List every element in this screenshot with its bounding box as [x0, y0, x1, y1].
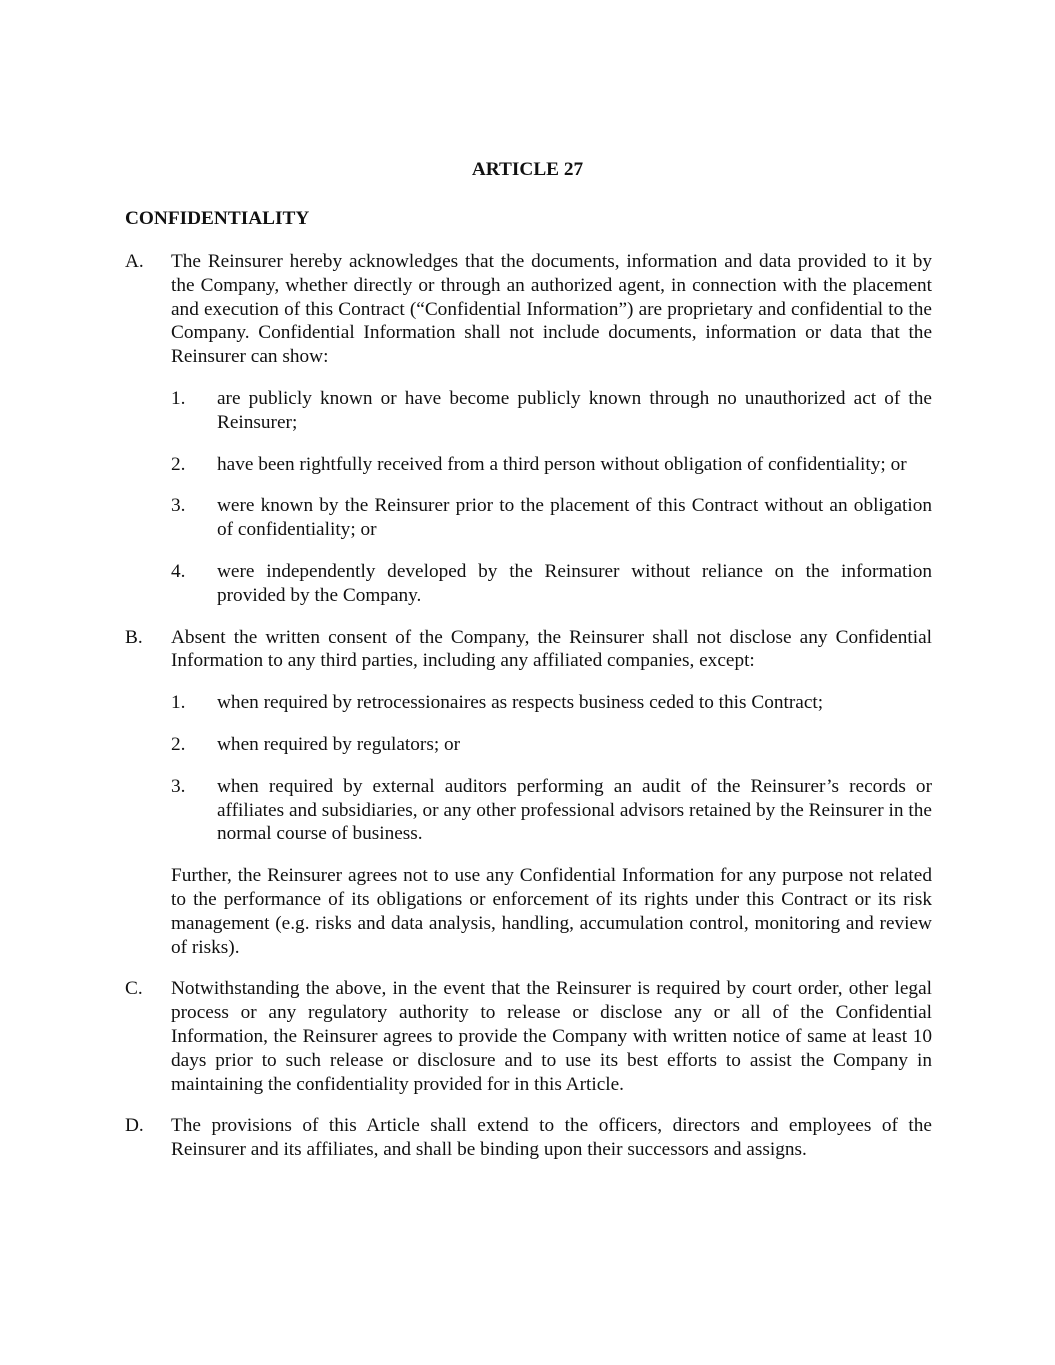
list-item-number: 2.	[171, 453, 186, 475]
clause-b-further-paragraph: Further, the Reinsurer agrees not to use any Confidential Information for any purpose not related to the performance of its obligations or enforcement of its rights under this Contract or its risk management (e.g. risks and data analysis, handling, accumulation control, monitoring and review of risks).	[171, 865, 932, 958]
section-title: CONFIDENTIALITY	[125, 208, 310, 229]
article-body	[125, 250, 932, 1180]
clause-b	[125, 626, 932, 960]
list-item	[171, 494, 932, 542]
list-item	[171, 387, 932, 435]
clause-body	[171, 250, 932, 608]
list-item	[171, 733, 932, 757]
clause-text: The provisions of this Article shall extend to the officers, directors and employees of the Reinsurer and its affiliates, and shall be binding upon their successors and assigns.	[171, 1115, 932, 1161]
clause-a	[125, 250, 932, 608]
clause-body	[171, 977, 932, 1096]
list-item-text: when required by external auditors performing an audit of the Reinsurer’s records or affiliates and subsidiaries, or any other professional advisors retained by the Reinsurer in the normal course of business.	[217, 775, 932, 845]
list-item-text: were independently developed by the Reinsurer without reliance on the information provided by the Company.	[217, 560, 932, 606]
list-item	[171, 691, 932, 715]
clause-text: Absent the written consent of the Company, the Reinsurer shall not disclose any Confidential Information to any third parties, including any affiliated companies, except:	[171, 626, 932, 672]
clause-text: Notwithstanding the above, in the event that the Reinsurer is required by court order, other legal process or any regulatory authority to release or disclose any or all of the Confidential Information, the Reinsurer agrees to provide the Company with written notice of same at least 10 days prior to such release or disclosure and to use its best efforts to assist the Company in maintaining the confidentiality provided for in this Article.	[171, 978, 932, 1095]
list-item-text: are publicly known or have become publicly known through no unauthorized act of the Reinsurer;	[217, 387, 932, 433]
list-item	[171, 453, 932, 477]
list-item-number: 1.	[171, 692, 186, 714]
clause-body	[171, 626, 932, 960]
clause-label: D.	[125, 1115, 144, 1137]
list-item-number: 3.	[171, 495, 186, 517]
list-item-number: 1.	[171, 387, 186, 409]
list-item-text: when required by regulators; or	[217, 733, 461, 755]
clause-b-list	[171, 691, 932, 846]
clause-c	[125, 977, 932, 1096]
list-item	[171, 560, 932, 608]
list-item-text: were known by the Reinsurer prior to the placement of this Contract without an obligation of confidentiality; or	[217, 495, 932, 541]
article-heading: ARTICLE 27	[471, 159, 584, 180]
clause-body	[171, 1114, 932, 1162]
clause-a-list	[171, 387, 932, 608]
list-item-text: when required by retrocessionaires as respects business ceded to this Contract;	[217, 692, 824, 714]
list-item-number: 2.	[171, 733, 186, 755]
list-item-text: have been rightfully received from a third person without obligation of confidentiality; or	[217, 453, 907, 475]
list-item-number: 3.	[171, 775, 186, 797]
clause-d	[125, 1114, 932, 1162]
list-item-number: 4.	[171, 560, 186, 582]
clause-label: A.	[125, 251, 144, 272]
clause-label: C.	[125, 978, 143, 1000]
list-item	[171, 775, 932, 846]
clause-label: B.	[125, 626, 143, 648]
clause-text: The Reinsurer hereby acknowledges that the documents, information and data provided to it by the Company, whether directly or through an authorized agent, in connection with the placement and execution of this Contract (“Confidential Information”) are proprietary and confidential to the Company. Confidential Information shall not include documents, information or data that the Reinsurer can show:	[171, 251, 932, 368]
